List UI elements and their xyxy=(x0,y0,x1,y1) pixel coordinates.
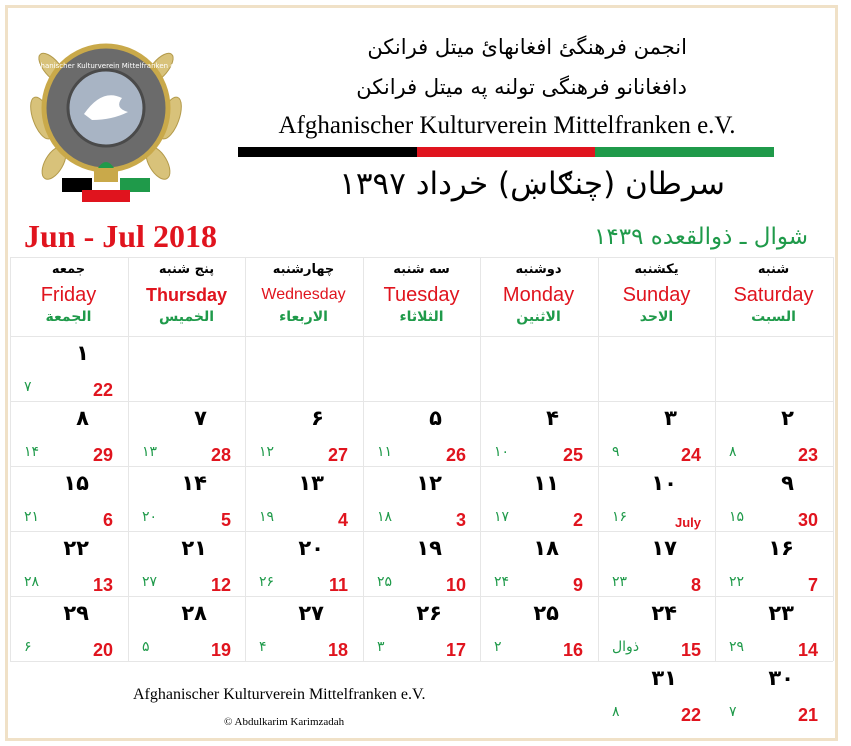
shamsi-day-number: ۳۱ xyxy=(651,666,677,690)
weekday-header xyxy=(598,257,715,336)
shamsi-day-number: ۹ xyxy=(781,471,794,495)
hijri-day-number: ۱۵ xyxy=(729,509,745,525)
shamsi-month-title: سرطان (چنګاښ) خرداد ۱۳۹۷ xyxy=(339,166,725,202)
gregorian-day-number: 27 xyxy=(327,445,348,465)
shamsi-day-number: ۲ xyxy=(781,406,794,430)
hijri-day-number: ۱۶ xyxy=(612,509,628,525)
shamsi-day-number: ۳۰ xyxy=(768,666,794,690)
weekday-arabic: الخميس xyxy=(158,309,215,325)
calendar-day-cell xyxy=(715,661,832,725)
calendar-day-cell xyxy=(10,401,127,465)
gregorian-day-number: 10 xyxy=(445,575,466,595)
gregorian-day-number: 5 xyxy=(220,510,231,530)
weekday-header xyxy=(128,257,245,336)
gregorian-day-number: 30 xyxy=(797,510,818,530)
hijri-day-number: ۲۲ xyxy=(729,574,745,590)
hijri-day-number: ۲۱ xyxy=(24,509,40,525)
gregorian-day-number: 29 xyxy=(92,445,113,465)
hijri-day-number: ۱۳ xyxy=(142,444,158,460)
footer-copyright: © Abdulkarim Karimzadah xyxy=(224,716,345,728)
weekday-header xyxy=(715,257,832,336)
calendar-day-cell xyxy=(10,466,127,530)
calendar-day-cell xyxy=(245,401,362,465)
gregorian-day-number: 9 xyxy=(572,575,583,595)
hijri-day-number: ۲۰ xyxy=(142,509,158,525)
weekday-english: Sunday xyxy=(622,284,691,306)
calendar-day-cell xyxy=(598,466,715,530)
shamsi-day-number: ۸ xyxy=(76,406,89,430)
calendar-day-cell xyxy=(10,596,127,660)
shamsi-day-number: ۶ xyxy=(311,406,324,430)
calendar-day-cell xyxy=(128,466,245,530)
weekday-dari: پنج شنبه xyxy=(158,262,215,277)
shamsi-day-number: ۲۴ xyxy=(651,601,677,625)
organization-logo xyxy=(22,28,190,206)
weekday-dari: جمعه xyxy=(51,262,86,277)
hijri-day-number: ۲۸ xyxy=(24,574,40,590)
weekday-dari: شنبه xyxy=(757,262,790,277)
flag-black xyxy=(238,147,417,157)
hijri-day-number: ۲ xyxy=(494,639,502,655)
gregorian-day-number: 28 xyxy=(210,445,231,465)
hijri-month-title: شوال ـ ذوالقعده ۱۴۳۹ xyxy=(594,224,808,250)
org-name-pashto: دافغانانو فرهنگی تولنه په میتل فرانکن xyxy=(356,75,687,99)
shamsi-day-number: ۱۱ xyxy=(533,471,559,495)
weekday-dari: سه شنبه xyxy=(393,262,450,277)
hijri-day-number: ۷ xyxy=(24,379,32,395)
weekday-arabic: الثلاثاء xyxy=(399,309,444,325)
weekday-english: Tuesday xyxy=(383,284,460,306)
hijri-day-number: ۲۹ xyxy=(729,639,745,655)
grid-hline xyxy=(10,336,833,337)
weekday-arabic: الاربعاء xyxy=(279,309,328,325)
gregorian-day-number: 24 xyxy=(680,445,701,465)
calendar-day-cell xyxy=(245,596,362,660)
hijri-day-number: ۱۲ xyxy=(259,444,275,460)
shamsi-day-number: ۱۹ xyxy=(416,536,442,560)
shamsi-day-number: ۲۱ xyxy=(181,536,207,560)
calendar-day-cell xyxy=(598,531,715,595)
calendar-day-cell xyxy=(128,596,245,660)
calendar-day-cell xyxy=(363,596,480,660)
shamsi-day-number: ۲۲ xyxy=(63,536,89,560)
shamsi-day-number: ۱۴ xyxy=(181,471,207,495)
gregorian-day-number: 15 xyxy=(680,640,701,660)
calendar-day-cell xyxy=(480,531,597,595)
calendar-day-cell xyxy=(128,401,245,465)
shamsi-day-number: ۱۲ xyxy=(416,471,442,495)
calendar-day-cell xyxy=(715,531,832,595)
hijri-day-number: ۱۱ xyxy=(377,444,393,460)
hijri-day-number: ۱۷ xyxy=(494,509,510,525)
shamsi-day-number: ۲۹ xyxy=(63,601,89,625)
hijri-day-number: ۱۸ xyxy=(377,509,393,525)
gregorian-day-number: 20 xyxy=(92,640,113,660)
org-name-dari: انجمن فرهنگئ افغانهائ میتل فرانکن xyxy=(367,35,687,59)
gregorian-day-number: 7 xyxy=(807,575,818,595)
calendar-day-cell xyxy=(480,466,597,530)
gregorian-day-number: 2 xyxy=(572,510,583,530)
shamsi-day-number: ۱۳ xyxy=(298,471,324,495)
calendar-day-cell xyxy=(128,531,245,595)
shamsi-day-number: ۴ xyxy=(546,406,559,430)
gregorian-day-number: 18 xyxy=(327,640,348,660)
weekday-english: Friday xyxy=(40,284,97,306)
calendar-day-cell xyxy=(10,531,127,595)
weekday-dari: چهارشنبه xyxy=(272,262,335,277)
gregorian-day-number: 4 xyxy=(337,510,348,530)
weekday-dari: یکشنبه xyxy=(634,262,679,277)
shamsi-day-number: ۷ xyxy=(194,406,207,430)
shamsi-day-number: ۱۰ xyxy=(651,471,677,495)
weekday-english: Wednesday xyxy=(261,286,346,303)
weekday-header xyxy=(363,257,480,336)
gregorian-day-number: 14 xyxy=(797,640,818,660)
org-name-german: Afghanischer Kulturverein Mittelfranken e.V. xyxy=(278,112,736,139)
gregorian-day-number: 13 xyxy=(92,575,113,595)
weekday-english: Saturday xyxy=(733,284,814,306)
hijri-day-number: ۲۷ xyxy=(142,574,158,590)
shamsi-day-number: ۲۸ xyxy=(181,601,207,625)
gregorian-day-number: 21 xyxy=(797,705,818,725)
hijri-day-number: ۱۴ xyxy=(24,444,40,460)
gregorian-day-number: 22 xyxy=(92,380,113,400)
hijri-day-number: ۲۶ xyxy=(259,574,275,590)
weekday-header xyxy=(10,257,127,336)
gregorian-day-number: 11 xyxy=(328,575,348,595)
hijri-day-number: ۲۵ xyxy=(377,574,393,590)
shamsi-day-number: ۲۳ xyxy=(768,601,794,625)
weekday-arabic: الجمعة xyxy=(45,309,92,325)
hijri-day-number: ۳ xyxy=(377,639,385,655)
gregorian-day-number: 6 xyxy=(102,510,113,530)
shamsi-day-number: ۲۶ xyxy=(416,601,442,625)
weekday-header xyxy=(480,257,597,336)
gregorian-day-number: 22 xyxy=(680,705,701,725)
hijri-day-number: ۶ xyxy=(24,639,32,655)
gregorian-day-number: 25 xyxy=(562,445,583,465)
hijri-day-number: ۸ xyxy=(729,444,737,460)
weekday-english: Thursday xyxy=(145,285,228,305)
calendar-day-cell xyxy=(598,661,715,725)
shamsi-day-number: ۲۷ xyxy=(298,601,324,625)
calendar-day-cell xyxy=(480,596,597,660)
calendar-day-cell xyxy=(715,596,832,660)
weekday-english: Monday xyxy=(502,284,575,306)
hijri-day-number: ۸ xyxy=(612,704,620,720)
flag-red xyxy=(417,147,596,157)
weekday-arabic: الاحد xyxy=(639,309,674,325)
shamsi-day-number: ۱۷ xyxy=(651,536,677,560)
gregorian-month-title: Jun - Jul 2018 xyxy=(24,218,217,254)
weekday-dari: دوشنبه xyxy=(515,262,562,277)
grid-vline xyxy=(833,257,834,661)
gregorian-day-number: 26 xyxy=(445,445,466,465)
gregorian-day-number: 17 xyxy=(445,640,466,660)
gregorian-day-number: 12 xyxy=(210,575,231,595)
flag-green xyxy=(595,147,774,157)
calendar-day-cell xyxy=(598,401,715,465)
hijri-day-number: ۲۳ xyxy=(612,574,628,590)
hijri-day-number: ۵ xyxy=(142,639,150,655)
hijri-day-number: ۴ xyxy=(259,639,267,655)
hijri-day-number: ۲۴ xyxy=(494,574,510,590)
shamsi-day-number: ۱۸ xyxy=(533,536,559,560)
weekday-arabic: السبت xyxy=(751,309,796,325)
calendar-day-cell xyxy=(245,466,362,530)
footer-org-name: Afghanischer Kulturverein Mittelfranken e.V. xyxy=(133,686,426,703)
calendar-day-cell xyxy=(245,531,362,595)
flag-stripe xyxy=(238,147,774,157)
calendar-day-cell xyxy=(715,466,832,530)
shamsi-day-number: ۲۵ xyxy=(533,601,559,625)
calendar-day-cell xyxy=(598,596,715,660)
shamsi-day-number: ۱۵ xyxy=(63,471,89,495)
hijri-day-number: ۷ xyxy=(729,704,737,720)
weekday-header xyxy=(245,257,362,336)
calendar-day-cell xyxy=(10,336,127,400)
logo-text: Afghanischer Kulturverein Mittelfranken e.V. xyxy=(29,62,183,70)
calendar-day-cell xyxy=(363,401,480,465)
hijri-day-number: ذوال xyxy=(612,639,640,655)
shamsi-day-number: ۲۰ xyxy=(298,536,324,560)
gregorian-day-number: 19 xyxy=(210,640,231,660)
shamsi-day-number: ۱ xyxy=(76,341,89,365)
gregorian-day-number: 16 xyxy=(562,640,583,660)
weekday-arabic: الاثنين xyxy=(516,309,561,325)
calendar-day-cell xyxy=(480,401,597,465)
hijri-day-number: ۹ xyxy=(612,444,620,460)
shamsi-day-number: ۵ xyxy=(429,406,442,430)
gregorian-day-number: July xyxy=(674,515,701,530)
gregorian-day-number: 8 xyxy=(690,575,701,595)
shamsi-day-number: ۱۶ xyxy=(768,536,794,560)
calendar-day-cell xyxy=(715,401,832,465)
hijri-day-number: ۱۹ xyxy=(259,509,275,525)
shamsi-day-number: ۳ xyxy=(664,406,677,430)
gregorian-day-number: 3 xyxy=(455,510,466,530)
calendar-day-cell xyxy=(363,531,480,595)
calendar-grid xyxy=(10,257,833,738)
hijri-day-number: ۱۰ xyxy=(494,444,510,460)
calendar-day-cell xyxy=(363,466,480,530)
gregorian-day-number: 23 xyxy=(797,445,818,465)
